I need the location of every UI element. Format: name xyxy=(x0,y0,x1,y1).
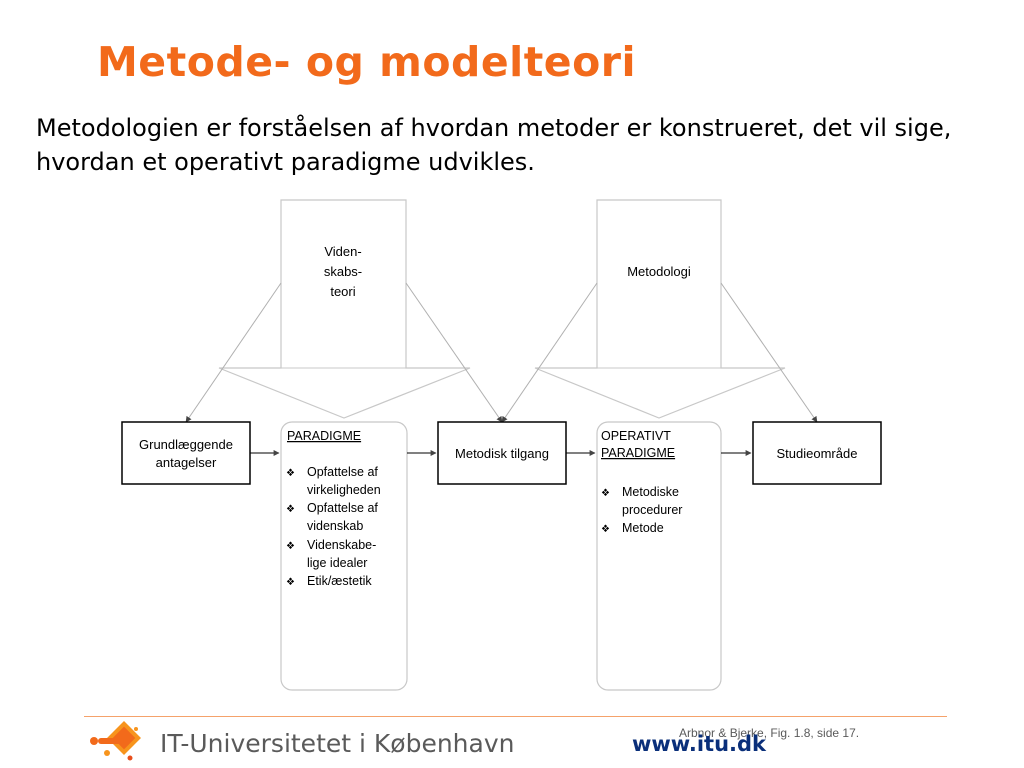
paradigme-item-1-line-1: Opfattelse af xyxy=(307,465,378,479)
paradigme-item-2-line-2: videnskab xyxy=(307,519,364,533)
bullet-icon: ❖ xyxy=(286,577,295,588)
arrow-left-to-metodisk xyxy=(406,283,502,422)
brand-name: IT-Universitetet i København xyxy=(160,729,515,758)
arrow-to-studieomraade xyxy=(721,283,817,422)
paradigme-item-4-line-1: Etik/æstetik xyxy=(307,574,372,588)
grundlaeggende-label-2: antagelser xyxy=(155,455,217,470)
metodologi-label: Metodologi xyxy=(627,264,691,279)
videnskabsteori-label-1: Viden- xyxy=(324,244,362,259)
itu-logo-icon xyxy=(86,720,146,764)
paradigme-item-2-line-1: Opfattelse af xyxy=(307,501,378,515)
bullet-icon: ❖ xyxy=(286,541,295,552)
studieomraade-label: Studieområde xyxy=(776,446,858,461)
grundlaeggende-label-1: Grundlæggende xyxy=(139,437,233,452)
paradigme-item-3-line-1: Videnskabe- xyxy=(307,538,377,552)
bullet-icon: ❖ xyxy=(286,468,295,479)
intro-text: Metodologien er forståelsen af hvordan metoder er konstrueret, det vil sige, hvordan et operativt paradigme udvikles. xyxy=(36,114,952,176)
operativt-item-2-line-1: Metode xyxy=(622,521,664,535)
operativt-heading-2: PARADIGME xyxy=(601,446,676,460)
operativt-paradigme-box xyxy=(597,422,721,690)
website-link[interactable]: www.itu.dk xyxy=(632,732,766,756)
slide-title: Metode- og modelteori xyxy=(97,38,637,86)
paradigme-item-1-line-2: virkeligheden xyxy=(307,483,381,497)
operativt-heading-1: OPERATIVT xyxy=(601,429,671,443)
figure-citation: Arbnor & Bjerke, Fig. 1.8, side 17. xyxy=(679,726,860,740)
operativt-item-1-line-2: procedurer xyxy=(622,503,683,517)
videnskabsteori-arrow xyxy=(219,200,470,418)
arrow-right-to-metodisk xyxy=(502,283,597,422)
operativt-item-1-line-1: Metodiske xyxy=(622,485,679,499)
bullet-icon: ❖ xyxy=(601,488,610,499)
grundlaeggende-box xyxy=(122,422,250,484)
paradigme-item-3-line-2: lige idealer xyxy=(307,556,368,570)
metodisk-tilgang-label: Metodisk tilgang xyxy=(455,446,549,461)
paradigme-heading: PARADIGME xyxy=(287,429,362,443)
footer-divider xyxy=(84,716,947,717)
bullet-icon: ❖ xyxy=(601,524,610,535)
arrow-to-grundlaeggende xyxy=(186,283,281,422)
videnskabsteori-label-3: teori xyxy=(330,284,356,299)
bullet-icon: ❖ xyxy=(286,504,295,515)
metodologi-arrow xyxy=(535,200,785,418)
videnskabsteori-label-2: skabs- xyxy=(323,264,363,279)
